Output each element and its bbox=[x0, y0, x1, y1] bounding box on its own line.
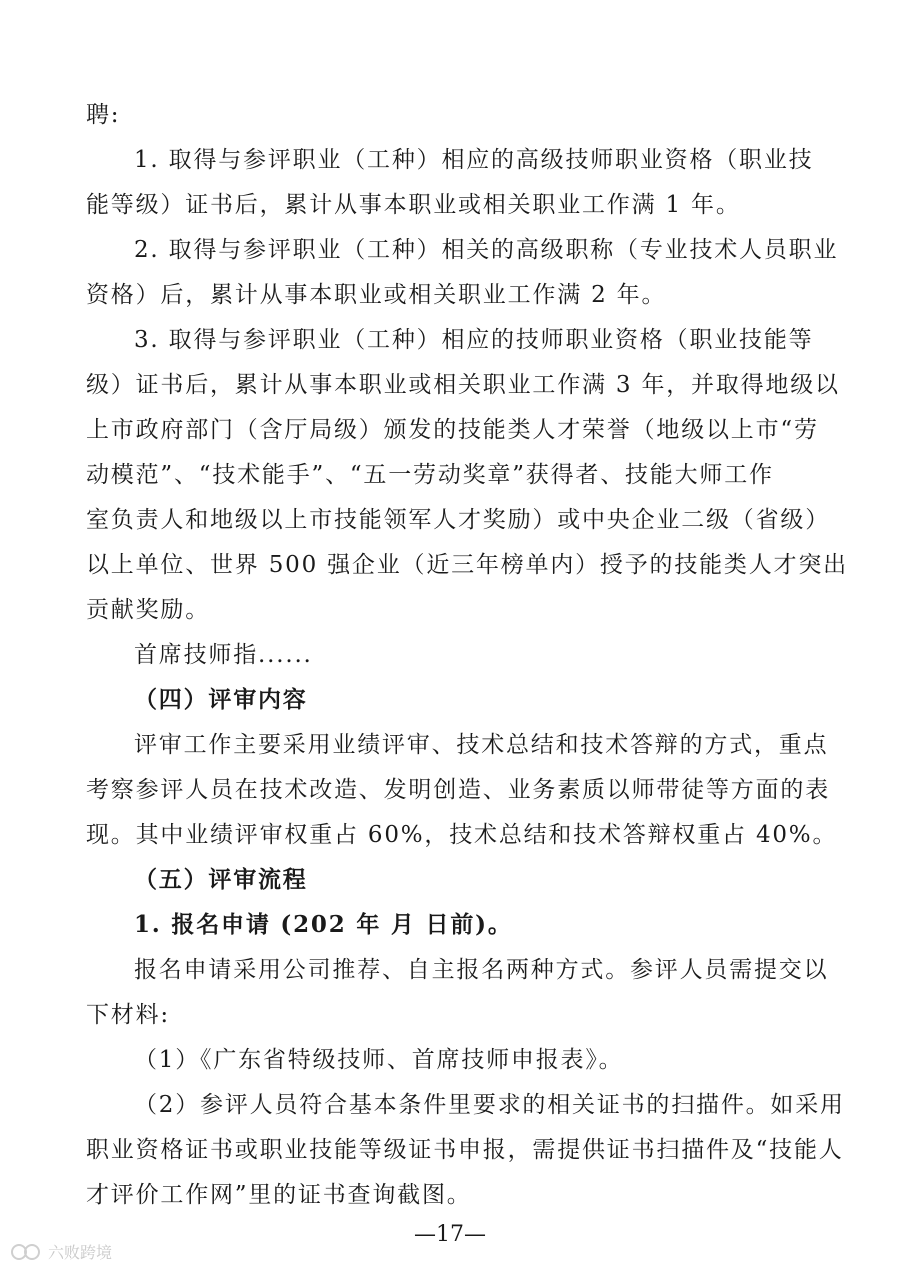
text-line-9: 动模范”、“技术能手”、“五一劳动奖章”获得者、技能大师工作 bbox=[86, 462, 774, 488]
text-line-22: （1）《广东省特级技师、首席技师申报表》。 bbox=[134, 1047, 624, 1073]
text-line-25: 才评价工作网”里的证书查询截图。 bbox=[86, 1182, 472, 1208]
text-line-10: 室负责人和地级以上市技能领军人才奖励）或中央企业二级（省级） bbox=[86, 507, 830, 533]
text-line-13: 首席技师指...... bbox=[134, 642, 313, 668]
text-line-1: 聘: bbox=[86, 102, 121, 128]
text-line-12: 贡献奖励。 bbox=[86, 597, 210, 623]
page-number: —17— bbox=[414, 1222, 486, 1247]
watermark bbox=[10, 1240, 112, 1263]
text-line-3: 能等级）证书后，累计从事本职业或相关职业工作满 1 年。 bbox=[86, 192, 741, 218]
text-line-20: 报名申请采用公司推荐、自主报名两种方式。参评人员需提交以 bbox=[134, 957, 829, 983]
text-line-23: （2）参评人员符合基本条件里要求的相关证书的扫描件。如采用 bbox=[134, 1092, 845, 1118]
text-line-16: 考察参评人员在技术改造、发明创造、业务素质以师带徒等方面的表 bbox=[86, 777, 830, 803]
watermark-text: 六败跨境 bbox=[48, 1243, 113, 1262]
text-line-24: 职业资格证书或职业技能等级证书申报，需提供证书扫描件及“技能人 bbox=[86, 1137, 844, 1163]
text-line-15: 评审工作主要采用业绩评审、技术总结和技术答辩的方式，重点 bbox=[134, 732, 829, 758]
text-line-2: 1. 取得与参评职业（工种）相应的高级技师职业资格（职业技 bbox=[134, 147, 814, 173]
text-line-4: 2. 取得与参评职业（工种）相关的高级职称（专业技术人员职业 bbox=[134, 237, 839, 263]
text-line-11: 以上单位、世界 500 强企业（近三年榜单内）授予的技能类人才突出 bbox=[86, 552, 848, 578]
step-heading-registration: 1. 报名申请 (202 年 月 日前)。 bbox=[134, 911, 513, 938]
watermark-logo-icon bbox=[10, 1241, 44, 1263]
text-line-5: 资格）后，累计从事本职业或相关职业工作满 2 年。 bbox=[86, 282, 667, 308]
text-line-21: 下材料: bbox=[86, 1002, 170, 1028]
section-heading-review-content: （四）评审内容 bbox=[134, 686, 308, 713]
text-line-8: 上市政府部门（含厅局级）颁发的技能类人才荣誉（地级以上市“劳 bbox=[86, 417, 819, 443]
text-line-17: 现。其中业绩评审权重占 60%，技术总结和技术答辩权重占 40%。 bbox=[86, 822, 838, 848]
section-heading-review-process: （五）评审流程 bbox=[134, 866, 308, 893]
text-line-6: 3. 取得与参评职业（工种）相应的技师职业资格（职业技能等 bbox=[134, 327, 814, 353]
text-line-7: 级）证书后，累计从事本职业或相关职业工作满 3 年，并取得地级以 bbox=[86, 372, 840, 398]
